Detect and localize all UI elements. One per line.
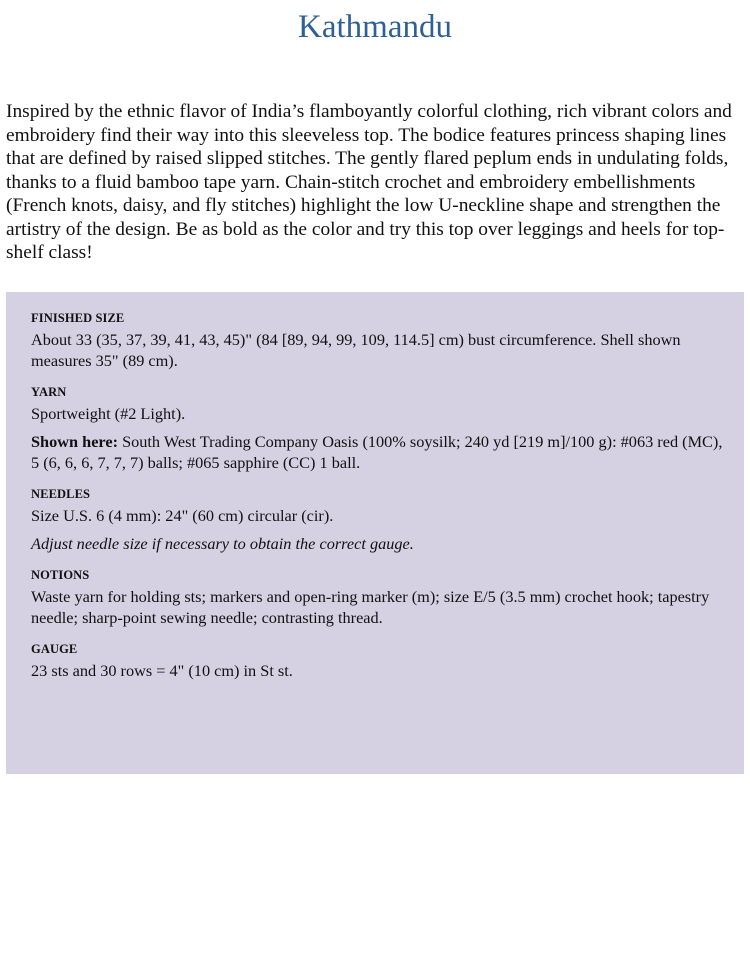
shown-here-label: Shown here: bbox=[31, 432, 118, 451]
shown-here-text: South West Trading Company Oasis (100% soysilk; 240 yd [219 m]/100 g): #063 red (MC), 5 (6, 6, 6, 7, 7, 7) balls; #065 sapphire (CC) 1 ball. bbox=[31, 432, 723, 472]
gauge-heading: GAUGE bbox=[31, 642, 78, 656]
finished-size-heading: FINISHED SIZE bbox=[31, 311, 125, 325]
needles-gauge-note: Adjust needle size if necessary to obtain the correct gauge. bbox=[31, 534, 414, 553]
yarn-shown-here bbox=[31, 431, 724, 473]
notions-text: Waste yarn for holding sts; markers and open-ring marker (m); size E/5 (3.5 mm) crochet hook; tapestry needle; sharp-point sewing needle; contrasting thread. bbox=[31, 587, 710, 627]
yarn-section bbox=[31, 384, 724, 473]
needles-text: Size U.S. 6 (4 mm): 24" (60 cm) circular (cir). bbox=[31, 506, 334, 525]
finished-size-section bbox=[31, 310, 724, 371]
gauge-section bbox=[31, 641, 724, 681]
gauge-text: 23 sts and 30 rows = 4" (10 cm) in St st. bbox=[31, 661, 293, 680]
finished-size-text: About 33 (35, 37, 39, 41, 43, 45)" (84 [89, 94, 99, 109, 114.5] cm) bust circumference. Shell shown measures 35" (89 cm). bbox=[31, 330, 681, 370]
pattern-specs-box bbox=[6, 292, 744, 774]
notions-section bbox=[31, 567, 724, 628]
page-title: Kathmandu bbox=[298, 9, 452, 45]
intro-paragraph: Inspired by the ethnic flavor of India’s flamboyantly colorful clothing, rich vibrant colors and embroidery find their way into this sleeveless top. The bodice features princess shaping lines that are defined by raised slipped stitches. The gently flared peplum ends in undulating folds, thanks to a fluid bamboo tape yarn. Chain-stitch crochet and embroidery embellishments (French knots, daisy, and fly stitches) highlight the low U-neckline shape and strengthen the artistry of the design. Be as bold as the color and try this top over leggings and heels for top-shelf class! bbox=[6, 101, 732, 263]
needles-section bbox=[31, 486, 724, 554]
notions-heading: NOTIONS bbox=[31, 568, 90, 582]
yarn-weight-text: Sportweight (#2 Light). bbox=[31, 404, 186, 423]
yarn-heading: YARN bbox=[31, 385, 67, 399]
needles-heading: NEEDLES bbox=[31, 487, 91, 501]
